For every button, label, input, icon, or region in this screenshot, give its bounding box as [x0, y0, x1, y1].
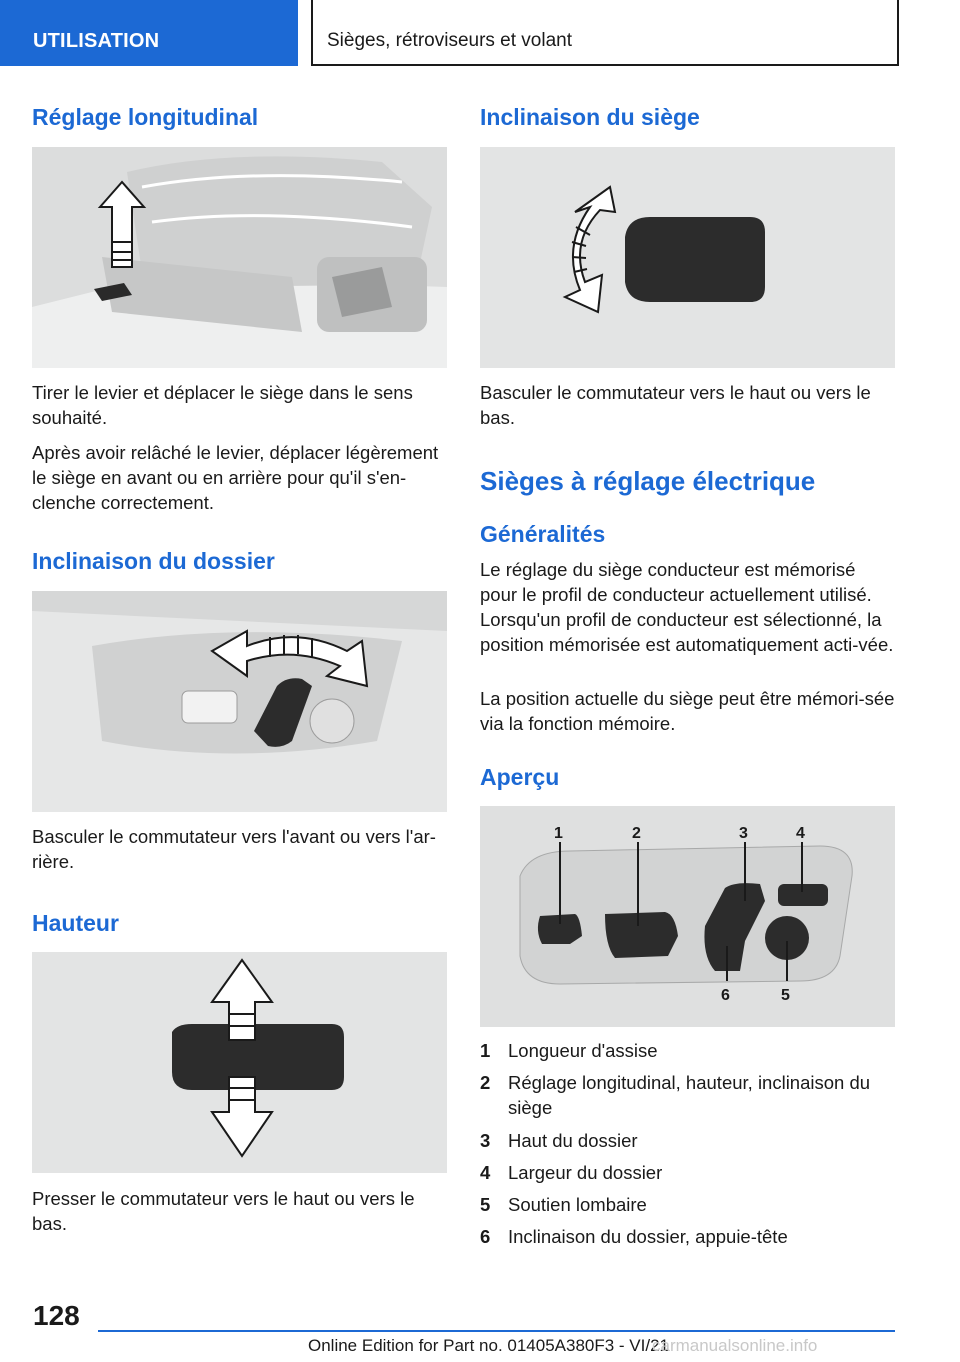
- header-chapter-label: Sièges, rétroviseurs et volant: [327, 30, 573, 51]
- legend-number: 4: [480, 1162, 491, 1183]
- callout-1: 1: [554, 825, 563, 842]
- legend-label: Réglage longitudinal, hauteur, inclinaison du siège: [508, 1072, 871, 1118]
- height-text-1: Presser le commutateur vers le haut ou vers le bas.: [32, 1188, 415, 1234]
- header-section-label: UTILISATION: [33, 30, 160, 52]
- section-title-backrest: Inclinaison du dossier: [32, 548, 275, 574]
- legend-label: Inclinaison du dossier, appuie-tête: [508, 1226, 788, 1247]
- legend-label: Haut du dossier: [508, 1130, 638, 1151]
- legend-number: 2: [480, 1072, 491, 1093]
- longitudinal-text-2: Après avoir relâché le levier, déplacer légèrement le siège en avant ou en arrière pour qu'il s'en-clenche correctement.: [32, 442, 439, 513]
- backrest-text-1: Basculer le commutateur vers l'avant ou vers l'ar-rière.: [32, 826, 436, 872]
- watermark: carmanualsonline.info: [652, 1336, 818, 1355]
- section-title-electric: Sièges à réglage électrique: [480, 466, 816, 496]
- subsection-title-overview: Aperçu: [480, 764, 560, 790]
- callout-2: 2: [632, 825, 641, 842]
- general-text-1: Le réglage du siège conducteur est mémorisé pour le profil de conducteur actuellement utilisé. Lorsqu'un profil de conducteur est sélectionné, la position mémorisée est automatiquement acti-vée.: [480, 559, 894, 655]
- legend-label: Longueur d'assise: [508, 1040, 658, 1061]
- header-chapter: [311, 0, 899, 66]
- legend-number: 1: [480, 1040, 491, 1061]
- subsection-title-general: Généralités: [480, 521, 606, 547]
- height-switch-illustration: [32, 952, 447, 1173]
- footer-divider: [98, 1330, 895, 1332]
- page-number: 128: [33, 1300, 80, 1331]
- seat-tilt-switch-illustration: [480, 147, 895, 368]
- general-text-2: La position actuelle du siège peut être mémori-sée via la fonction mémoire.: [480, 688, 895, 734]
- backrest-switch-illustration: [32, 591, 447, 812]
- longitudinal-text-1: Tirer le levier et déplacer le siège dans le sens souhaité.: [32, 382, 413, 428]
- callout-5: 5: [781, 987, 790, 1004]
- callout-4: 4: [796, 825, 805, 842]
- section-title-longitudinal: Réglage longitudinal: [32, 104, 259, 130]
- legend-number: 3: [480, 1130, 491, 1151]
- footer-edition: Online Edition for Part no. 01405A380F3 - VI/21: [308, 1336, 670, 1355]
- tilt-text-1: Basculer le commutateur vers le haut ou vers le bas.: [480, 382, 871, 428]
- section-title-height: Hauteur: [32, 910, 119, 936]
- legend-number: 6: [480, 1226, 491, 1247]
- legend-number: 5: [480, 1194, 491, 1215]
- section-title-tilt: Inclinaison du siège: [480, 104, 700, 130]
- header-section-tab: [0, 0, 298, 66]
- callout-3: 3: [739, 825, 748, 842]
- seat-longitudinal-illustration: [32, 147, 447, 368]
- callout-6: 6: [721, 987, 730, 1004]
- seat-controls-overview-illustration: [480, 806, 895, 1027]
- legend-label: Largeur du dossier: [508, 1162, 663, 1183]
- legend-label: Soutien lombaire: [508, 1194, 647, 1215]
